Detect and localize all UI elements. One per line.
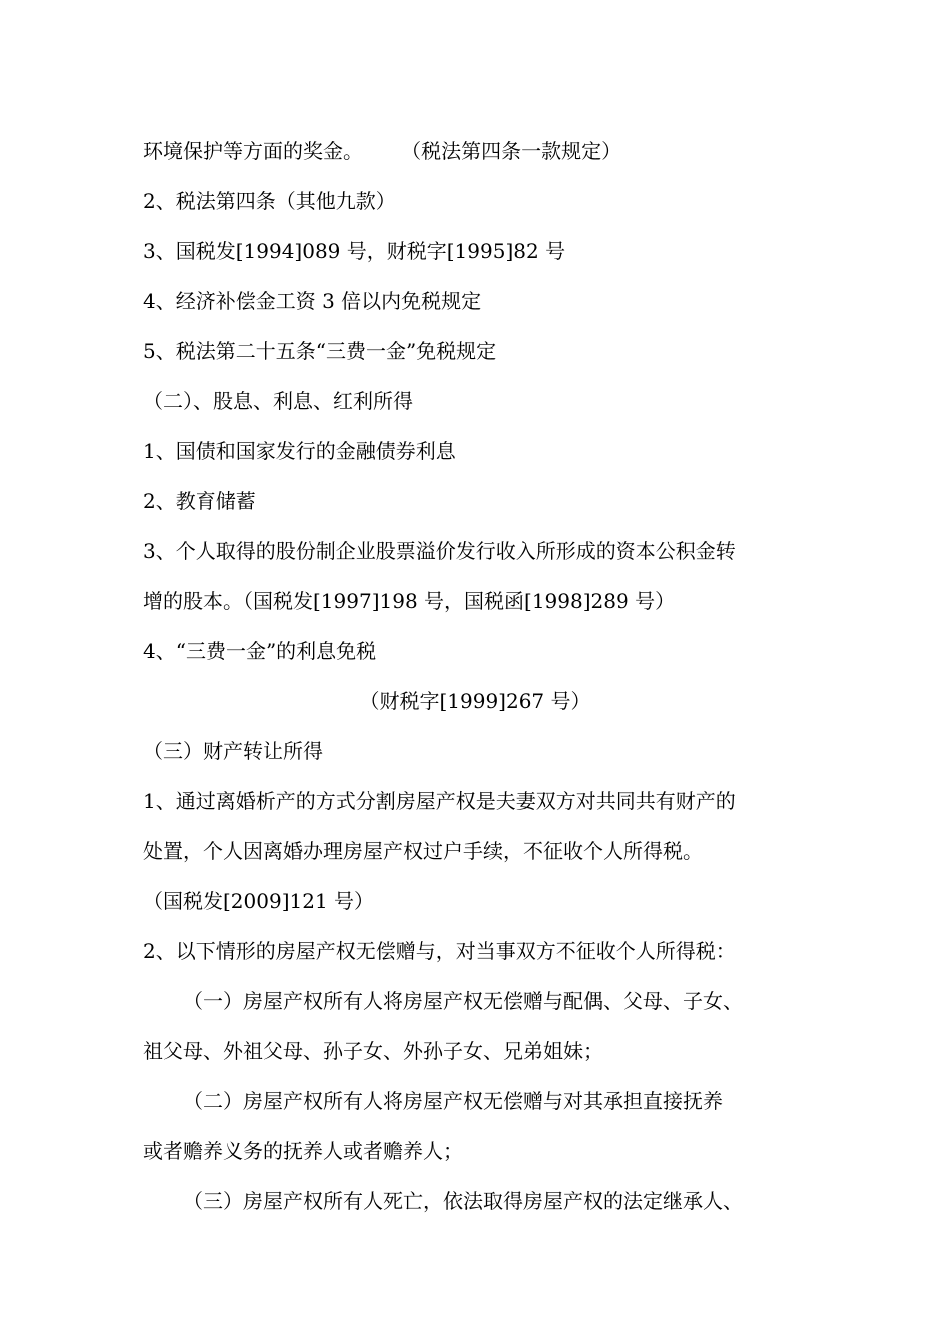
text-line: 2、税法第四条（其他九款）: [143, 189, 396, 213]
text-line: 4、“三费一金”的利息免税: [143, 639, 377, 663]
text-line: 祖父母、外祖父母、孙子女、外孙子女、兄弟姐妹；: [143, 1039, 603, 1063]
text-line: 处置，个人因离婚办理房屋产权过户手续，不征收个人所得税。: [143, 839, 703, 863]
text-line: （三）房屋产权所有人死亡，依法取得房屋产权的法定继承人、: [183, 1189, 743, 1213]
text-line: （二）房屋产权所有人将房屋产权无偿赠与对其承担直接抚养: [183, 1089, 723, 1113]
text-line: 2、以下情形的房屋产权无偿赠与，对当事双方不征收个人所得税：: [143, 939, 736, 963]
text-line: （一）房屋产权所有人将房屋产权无偿赠与配偶、父母、子女、: [183, 989, 743, 1013]
text-line: 增的股本。（国税发[1997]198 号，国税函[1998]289 号）: [143, 589, 676, 613]
citation-line: （国税发[2009]121 号）: [143, 889, 375, 913]
text-line: 或者赡养义务的抚养人或者赡养人；: [143, 1139, 463, 1163]
section-heading: （二）、股息、利息、红利所得: [143, 389, 413, 413]
text-line: 3、国税发[1994]089 号，财税字[1995]82 号: [143, 239, 566, 263]
text-line: 1、国债和国家发行的金融债券利息: [143, 439, 456, 463]
text-line: 环境保护等方面的奖金。 （税法第四条一款规定）: [143, 139, 622, 163]
section-heading: （三）财产转让所得: [143, 739, 323, 763]
text-line: 5、税法第二十五条“三费一金”免税规定: [143, 339, 497, 363]
citation-line: （财税字[1999]267 号）: [359, 689, 591, 713]
text-line: 2、教育储蓄: [143, 489, 256, 513]
text-line: 1、通过离婚析产的方式分割房屋产权是夫妻双方对共同共有财产的: [143, 789, 736, 813]
text-line: 3、个人取得的股份制企业股票溢价发行收入所形成的资本公积金转: [143, 539, 736, 563]
text-line: 4、经济补偿金工资 3 倍以内免税规定: [143, 289, 482, 313]
